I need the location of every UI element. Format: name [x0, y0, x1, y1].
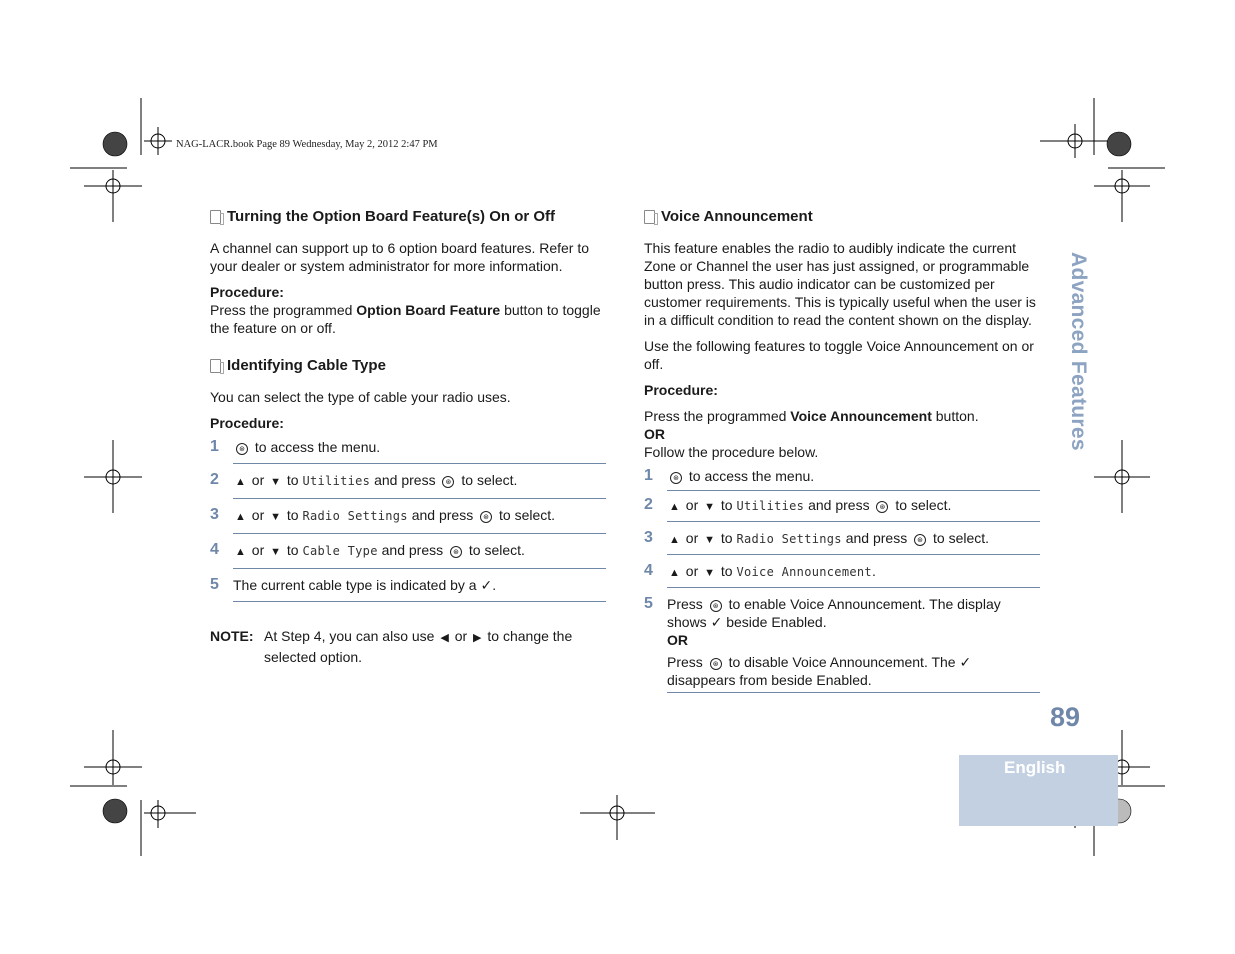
or-label: OR [644, 426, 665, 442]
menu-ok-button-icon: ⊛ [442, 476, 454, 488]
menu-ok-button-icon: ⊛ [876, 501, 888, 513]
list-item: 2 ▲ or ▼ to Utilities and press ⊛ to select. [644, 496, 1040, 529]
down-arrow-icon: ▼ [270, 511, 282, 523]
list-item: 1 ⊛ to access the menu. [210, 438, 606, 471]
menu-ok-button-icon: ⊛ [710, 658, 722, 670]
voice-intro: This feature enables the radio to audibly indicate the current Zone or Channel the user has just assigned, or programmable button press. This audio indicator can be customized per customer requirements. This is typically useful when the user is in a difficult condition to read the content shown on the display. [644, 240, 1036, 328]
voice-press: Press the programmed Voice Announcement button. [644, 408, 979, 424]
section-bookmark-icon [210, 359, 221, 373]
list-item: 4 ▲ or ▼ to Voice Announcement. [644, 562, 1040, 595]
up-arrow-icon: ▲ [235, 476, 246, 488]
section-title-cable-type: Identifying Cable Type [210, 357, 606, 374]
list-item: 3 ▲ or ▼ to Radio Settings and press ⊛ to select. [644, 529, 1040, 562]
list-item: 5 The current cable type is indicated by a ✓. [210, 576, 606, 609]
option-board-procedure: Press the programmed Option Board Feature button to toggle the feature on or off. [210, 302, 601, 336]
section-title-voice-announcement: Voice Announcement [644, 208, 1040, 225]
down-arrow-icon: ▼ [704, 534, 716, 546]
menu-ok-button-icon: ⊛ [710, 600, 722, 612]
down-arrow-icon: ▼ [704, 501, 716, 513]
list-item: 2 ▲ or ▼ to Utilities and press ⊛ to select. [210, 471, 606, 506]
voice-steps [644, 467, 1040, 700]
procedure-label: Procedure: [210, 415, 284, 431]
menu-ok-button-icon: ⊛ [480, 511, 492, 523]
section-bookmark-icon [644, 210, 655, 224]
menu-ok-button-icon: ⊛ [450, 546, 462, 558]
up-arrow-icon: ▲ [669, 534, 680, 546]
up-arrow-icon: ▲ [669, 501, 680, 513]
left-arrow-icon: ◀ [440, 632, 449, 644]
voice-follow: Follow the procedure below. [644, 444, 819, 460]
left-column [210, 208, 606, 667]
note: NOTE: At Step 4, you can also use ◀ or ▶ to change the selected option. [210, 628, 573, 665]
right-column [644, 208, 1040, 700]
page-number: 89 [1050, 702, 1081, 732]
option-board-intro: A channel can support up to 6 option board features. Refer to your dealer or system administrator for more information. [210, 240, 590, 274]
section-bookmark-icon [210, 210, 221, 224]
down-arrow-icon: ▼ [270, 546, 282, 558]
right-arrow-icon: ▶ [473, 632, 482, 644]
voice-intro-2: Use the following features to toggle Voice Announcement on or off. [644, 338, 1034, 372]
up-arrow-icon: ▲ [235, 546, 246, 558]
procedure-label: Procedure: [210, 284, 284, 300]
language-label: English [1004, 758, 1066, 777]
procedure-label: Procedure: [644, 382, 718, 398]
menu-ok-button-icon: ⊛ [236, 443, 248, 455]
menu-ok-button-icon: ⊛ [670, 472, 682, 484]
list-item: 3 ▲ or ▼ to Radio Settings and press ⊛ to select. [210, 506, 606, 541]
down-arrow-icon: ▼ [270, 476, 282, 488]
running-header: NAG-LACR.book Page 89 Wednesday, May 2, 2012 2:47 PM [176, 139, 438, 150]
list-item: 5 Press ⊛ to enable Voice Announcement. The display shows ✓ beside Enabled. OR Press ⊛ to disable Voice Announcement. The ✓ disappears from beside Enabled. [644, 595, 1040, 700]
cable-type-intro: You can select the type of cable your radio uses. [210, 389, 511, 405]
down-arrow-icon: ▼ [704, 567, 716, 579]
list-item: 4 ▲ or ▼ to Cable Type and press ⊛ to select. [210, 541, 606, 576]
up-arrow-icon: ▲ [235, 511, 246, 523]
section-title-option-board: Turning the Option Board Feature(s) On or Off [210, 208, 606, 225]
cable-type-steps [210, 438, 606, 609]
list-item: 1 ⊛ to access the menu. [644, 467, 1040, 496]
up-arrow-icon: ▲ [669, 567, 680, 579]
menu-ok-button-icon: ⊛ [914, 534, 926, 546]
chapter-side-tab: Advanced Features [1067, 252, 1090, 451]
